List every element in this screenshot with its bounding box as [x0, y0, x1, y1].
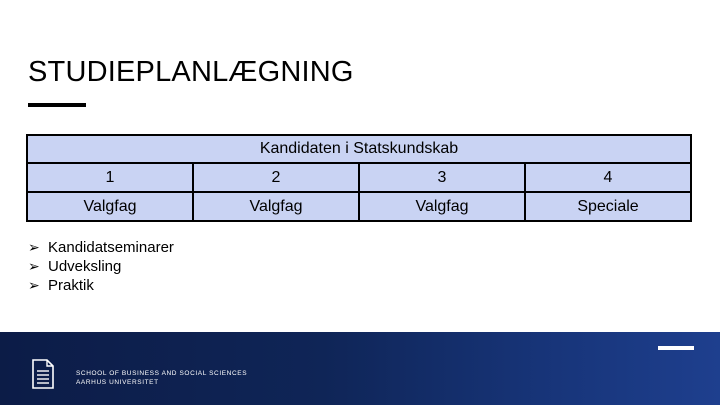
course-cell: Valgfag [193, 192, 359, 221]
page-title: STUDIEPLANLÆGNING [28, 56, 354, 88]
table-header-row [27, 135, 691, 163]
arrowhead-bullet-icon: ➢ [28, 277, 40, 293]
course-cell: Valgfag [27, 192, 193, 221]
semester-row [27, 163, 691, 192]
course-row [27, 192, 691, 221]
title-underline [28, 103, 86, 107]
course-cell: Speciale [525, 192, 691, 221]
course-cell: Valgfag [359, 192, 525, 221]
semester-cell: 1 [27, 163, 193, 192]
bullet-list [28, 238, 174, 295]
document-icon [32, 359, 54, 389]
semester-cell: 4 [525, 163, 691, 192]
list-item [28, 257, 174, 276]
list-item [28, 238, 174, 257]
footer-school: SCHOOL OF BUSINESS AND SOCIAL SCIENCES [76, 370, 248, 377]
arrowhead-bullet-icon: ➢ [28, 239, 40, 255]
list-item-label: Praktik [48, 277, 94, 294]
list-item-label: Kandidatseminarer [48, 239, 174, 256]
footer-accent-bar [658, 346, 694, 350]
semester-cell: 3 [359, 163, 525, 192]
semester-cell: 2 [193, 163, 359, 192]
footer-institution [76, 369, 247, 387]
table-header: Kandidaten i Statskundskab [27, 135, 691, 163]
list-item [28, 276, 174, 295]
arrowhead-bullet-icon: ➢ [28, 258, 40, 274]
list-item-label: Udveksling [48, 258, 122, 275]
footer-university: AARHUS UNIVERSITET [76, 379, 159, 386]
study-plan-table [26, 134, 692, 222]
